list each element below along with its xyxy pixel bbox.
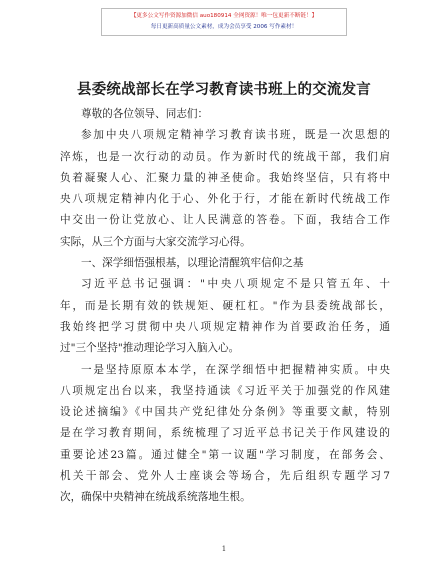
body-line: 次，确保中央精神在统战系统落地生根。 [60, 491, 251, 504]
body-line: 尊敬的各位领导、同志们： [81, 108, 209, 120]
body-line: 年，而是长期有效的铁规矩、硬杠杠。"作为县委统战部长， [60, 299, 390, 312]
body-line: 设论述摘编》《中国共产党纪律处分条例》等重要文献，特别 [60, 406, 390, 419]
body-line: 习近平总书记强调："中央八项规定不是只管五年、十 [81, 278, 390, 291]
body-line: 过"三个坚持"推动理论学习入脑入心。 [60, 342, 240, 355]
body-line: 负着凝聚人心、汇聚力量的神圣使命。我始终坚信，只有将中 [60, 171, 390, 184]
body-line: 重要论述23篇。通过健全"第一议题"学习制度，在部务会、 [60, 448, 390, 461]
body-line: 淬炼，也是一次行动的动员。作为新时代的统战干部，我们肩 [60, 150, 390, 163]
body-line: 一是坚持原原本本学，在深学细悟中把握精神实质。中央 [81, 363, 390, 376]
body-line: 我始终把学习贯彻中央八项规定精神作为首要政治任务，通 [60, 320, 390, 333]
promo-header-box [101, 8, 347, 36]
body-line: 一、深学细悟强根基，以理论清醒筑牢信仰之基 [81, 257, 304, 270]
promo-header-line-2: 每日更新高质量公文素材，成为会员享受 2006 写作素材！ [150, 24, 298, 30]
page-number: 1 [221, 545, 227, 553]
body-line: 是在学习教育期间，系统梳理了习近平总书记关于作风建设的 [60, 427, 390, 440]
body-line: 中交出一份让党放心、让人民满意的答卷。下面，我结合工作 [60, 214, 390, 227]
body-line: 参加中央八项规定精神学习教育读书班，既是一次思想的 [81, 129, 390, 142]
document-title: 县委统战部长在学习教育读书班上的交流发言 [77, 82, 371, 98]
body-line: 机关干部会、党外人士座谈会等场合，先后组织专题学习7 [60, 470, 390, 483]
promo-header-line-1: 【更多公文写作资源加微信 auo180914 全网资源！唯一包更新不断链！】 [130, 13, 318, 19]
body-line: 实际，从三个方面与大家交流学习心得。 [60, 235, 251, 248]
document-body [60, 104, 390, 509]
body-line: 央八项规定精神内化于心、外化于行，才能在新时代统战工作 [60, 193, 390, 206]
body-line: 八项规定出台以来，我坚持通读《习近平关于加强党的作风建 [60, 384, 390, 397]
